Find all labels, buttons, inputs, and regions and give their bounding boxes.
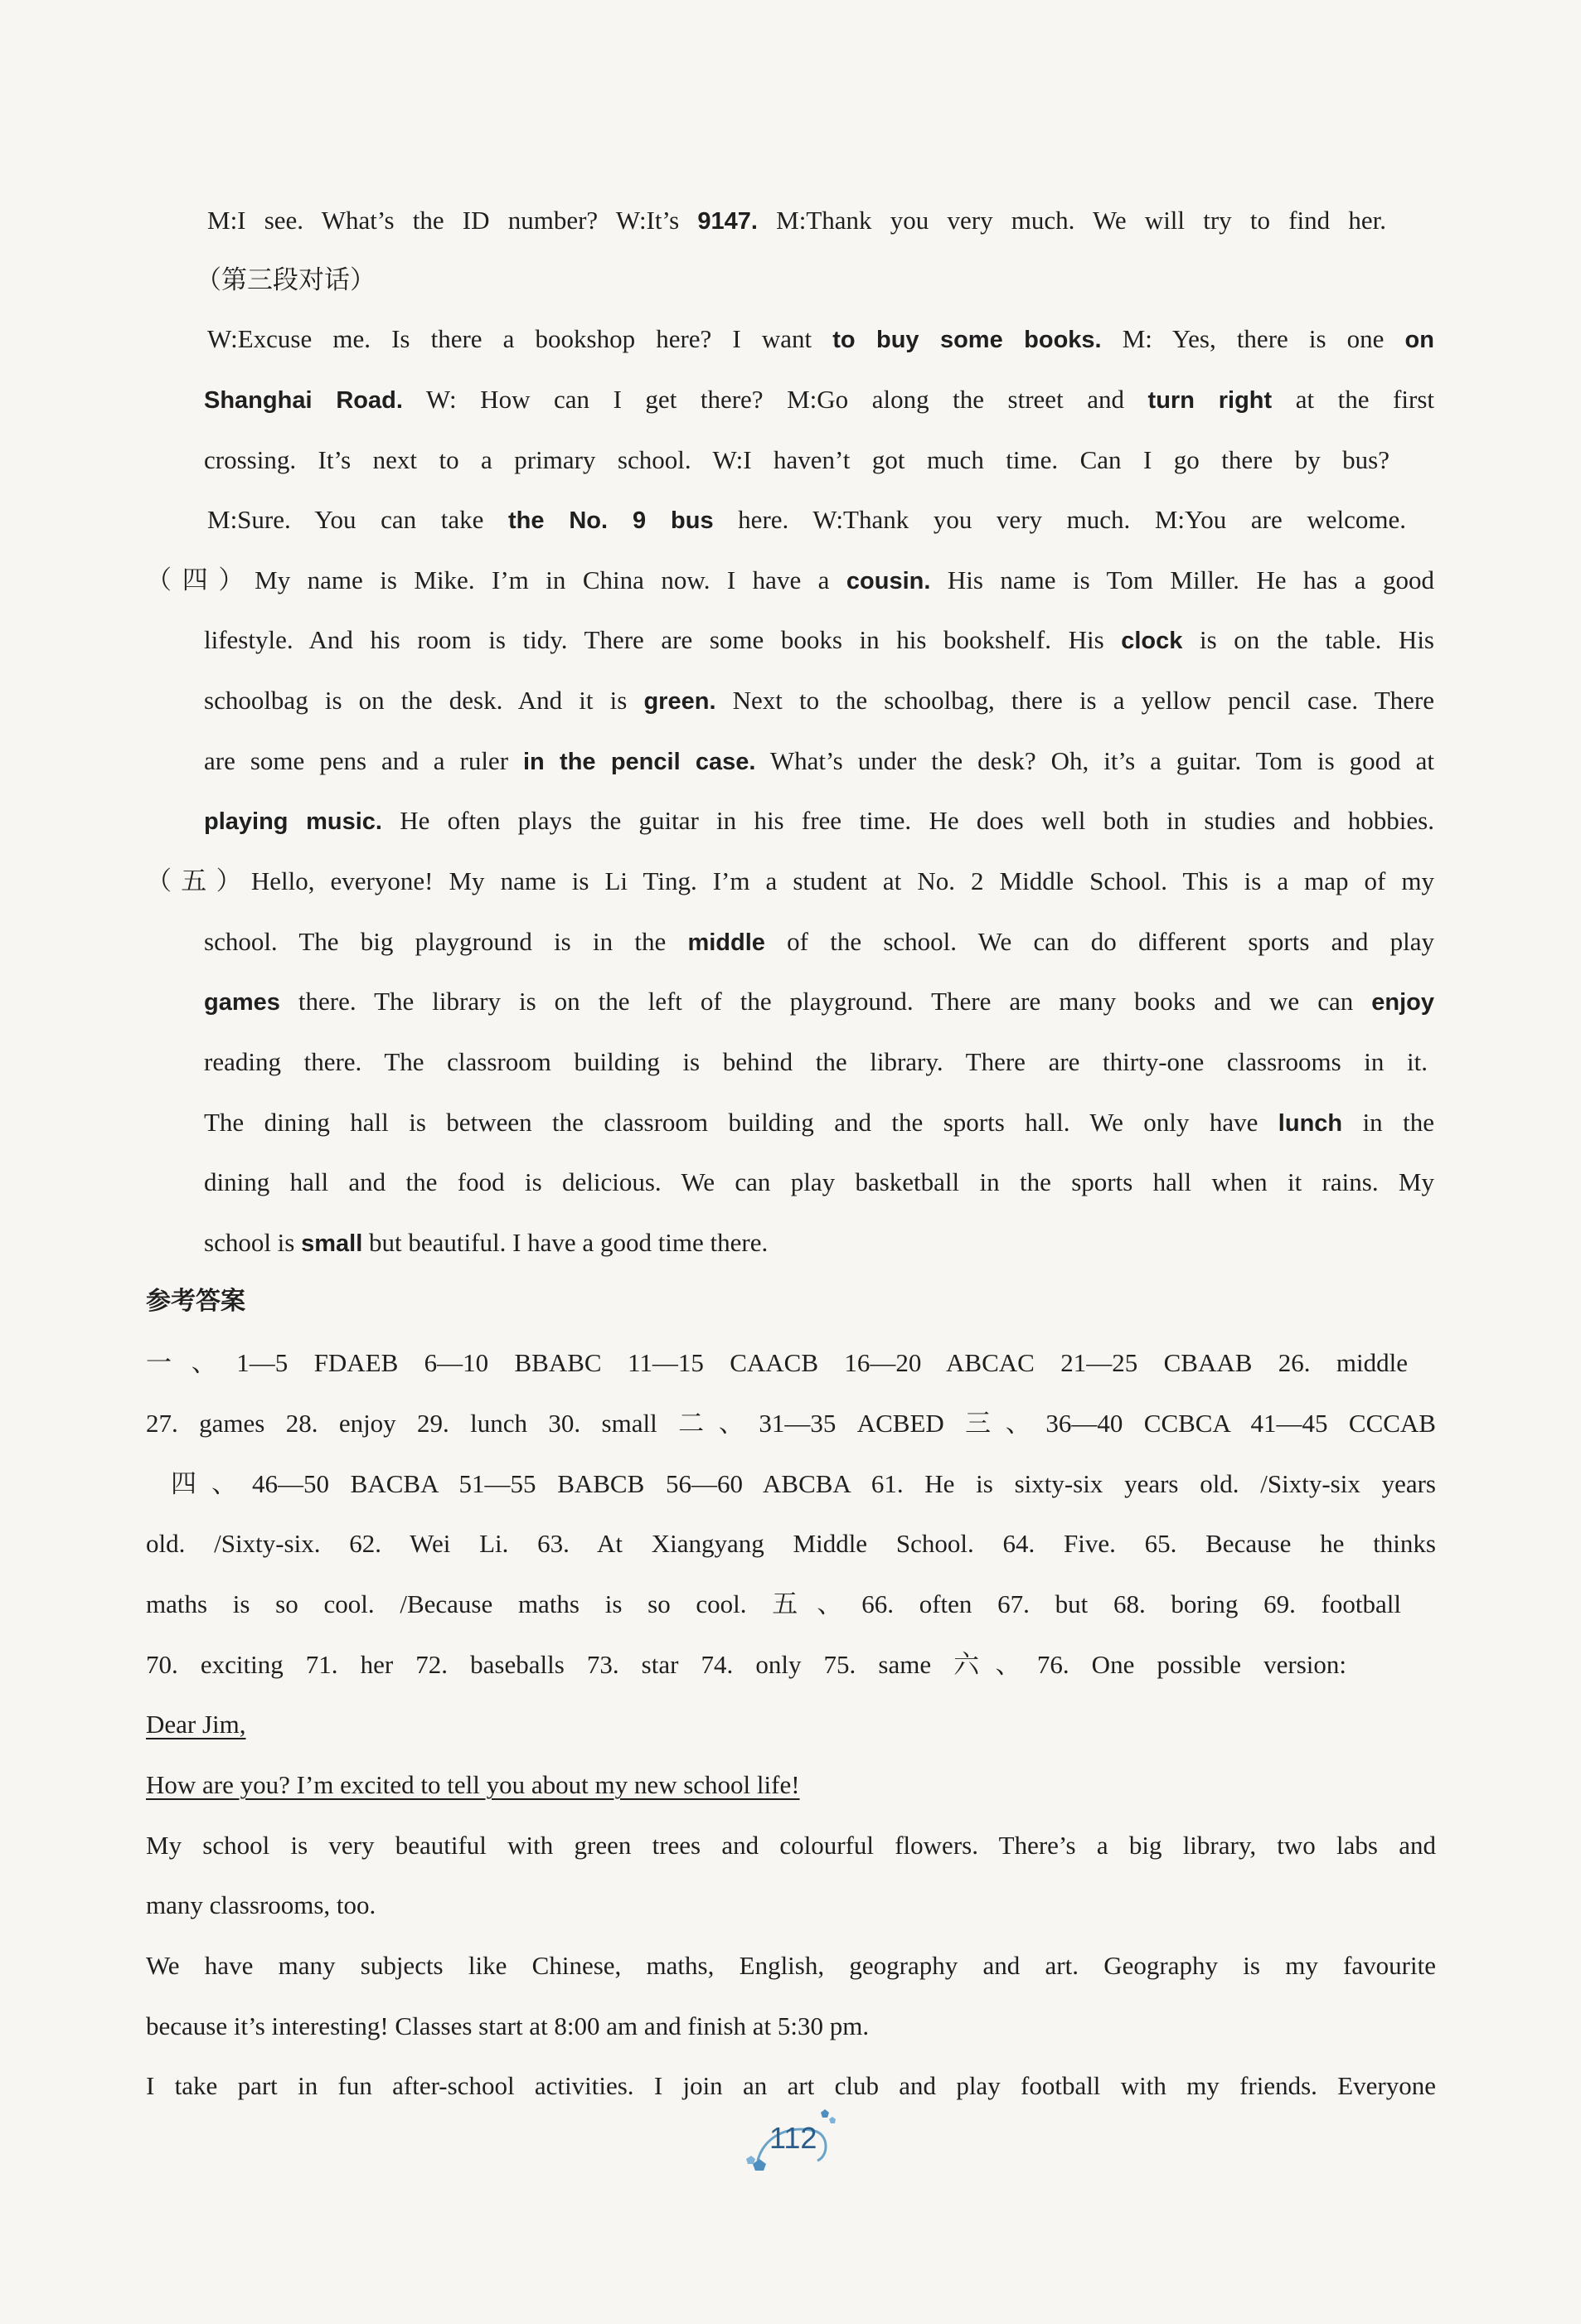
page-number: 112 xyxy=(769,2121,817,2155)
letter-opening: How are you? I’m excited to tell you about my new school life! xyxy=(146,1770,800,1799)
answers-heading: 参考答案 xyxy=(146,1287,245,1316)
answer-line: maths is so cool. /Because maths is so cool. 五、66. often 67. but 68. boring 69. football xyxy=(146,1589,1401,1618)
passage-line: are some pens and a ruler in the pencil case. What’s under the desk? Oh, it’s a guitar. Tom is good at xyxy=(204,746,1435,775)
answer-line: 27. games 28. enjoy 29. lunch 30. small 二、31—35 ACBED 三、36—40 CCBCA 41—45 CCCAB xyxy=(146,1409,1436,1438)
dialogue-line: Shanghai Road. W: How can I get there? M:Go along the street and turn right at the first xyxy=(204,385,1435,414)
letter-line: We have many subjects like Chinese, maths, English, geography and art. Geography is my favourite xyxy=(146,1951,1436,1980)
passage-line: schoolbag is on the desk. And it is green. Next to the schoolbag, there is a yellow pencil case. There xyxy=(204,686,1434,715)
passage-line: games there. The library is on the left of the playground. There are many books and we can enjoy xyxy=(204,987,1434,1016)
passage-line: （五）Hello, everyone! My name is Li Ting. I’m a student at No. 2 Middle School. This is a map of my xyxy=(146,866,1434,895)
letter-line: many classrooms, too. xyxy=(146,1890,376,1919)
passage-line: dining hall and the food is delicious. We can play basketball in the sports hall when it rains. My xyxy=(204,1167,1434,1196)
passage-line: （四）My name is Mike. I’m in China now. I have a cousin. His name is Tom Miller. He has a good xyxy=(146,565,1434,594)
answer-line: 四、46—50 BACBA 51—55 BABCB 56—60 ABCBA 61. He is sixty-six years old. /Sixty-six years xyxy=(171,1469,1436,1498)
dialogue-line: W:Excuse me. Is there a bookshop here? I want to buy some books. M: Yes, there is one on xyxy=(207,324,1434,353)
letter-line: I take part in fun after-school activities. I join an art club and play football with my friends. Everyone xyxy=(146,2071,1436,2100)
answer-line: old. /Sixty-six. 62. Wei Li. 63. At Xiangyang Middle School. 64. Five. 65. Because he thinks xyxy=(146,1529,1436,1558)
dialogue-line: M:I see. What’s the ID number? W:It’s 9147. M:Thank you very much. We will try to find her. xyxy=(207,206,1386,235)
passage-line: The dining hall is between the classroom building and the sports hall. We only have lunch in the xyxy=(204,1108,1434,1137)
letter-salutation: Dear Jim, xyxy=(146,1710,246,1739)
letter-line: because it’s interesting! Classes start at 8:00 am and finish at 5:30 pm. xyxy=(146,2011,870,2040)
dialogue-line: crossing. It’s next to a primary school. W:I haven’t got much time. Can I go there by bus? xyxy=(204,445,1389,474)
letter-line: My school is very beautiful with green trees and colourful flowers. There’s a big library, two labs and xyxy=(146,1831,1436,1860)
page-number-badge xyxy=(738,2106,846,2181)
passage-line: reading there. The classroom building is behind the library. There are thirty-one classrooms in it. xyxy=(204,1047,1428,1076)
passage-line: playing music. He often plays the guitar in his free time. He does well both in studies and hobbies. xyxy=(204,806,1434,835)
passage-line: school is small but beautiful. I have a good time there. xyxy=(204,1228,769,1257)
answer-line: 一、1—5 FDAEB 6—10 BBABC 11—15 CAACB 16—20 ABCAC 21—25 CBAAB 26. middle xyxy=(146,1348,1408,1377)
passage-line: school. The big playground is in the middle of the school. We can do different sports and play xyxy=(204,927,1434,956)
dialogue-line: M:Sure. You can take the No. 9 bus here. W:Thank you very much. M:You are welcome. xyxy=(207,505,1406,534)
passage-line: lifestyle. And his room is tidy. There are some books in his bookshelf. His clock is on the table. His xyxy=(204,625,1434,654)
answer-line: 70. exciting 71. her 72. baseballs 73. star 74. only 75. same 六、76. One possible version: xyxy=(146,1650,1346,1679)
dialogue-section-label: （第三段对话） xyxy=(196,265,376,294)
